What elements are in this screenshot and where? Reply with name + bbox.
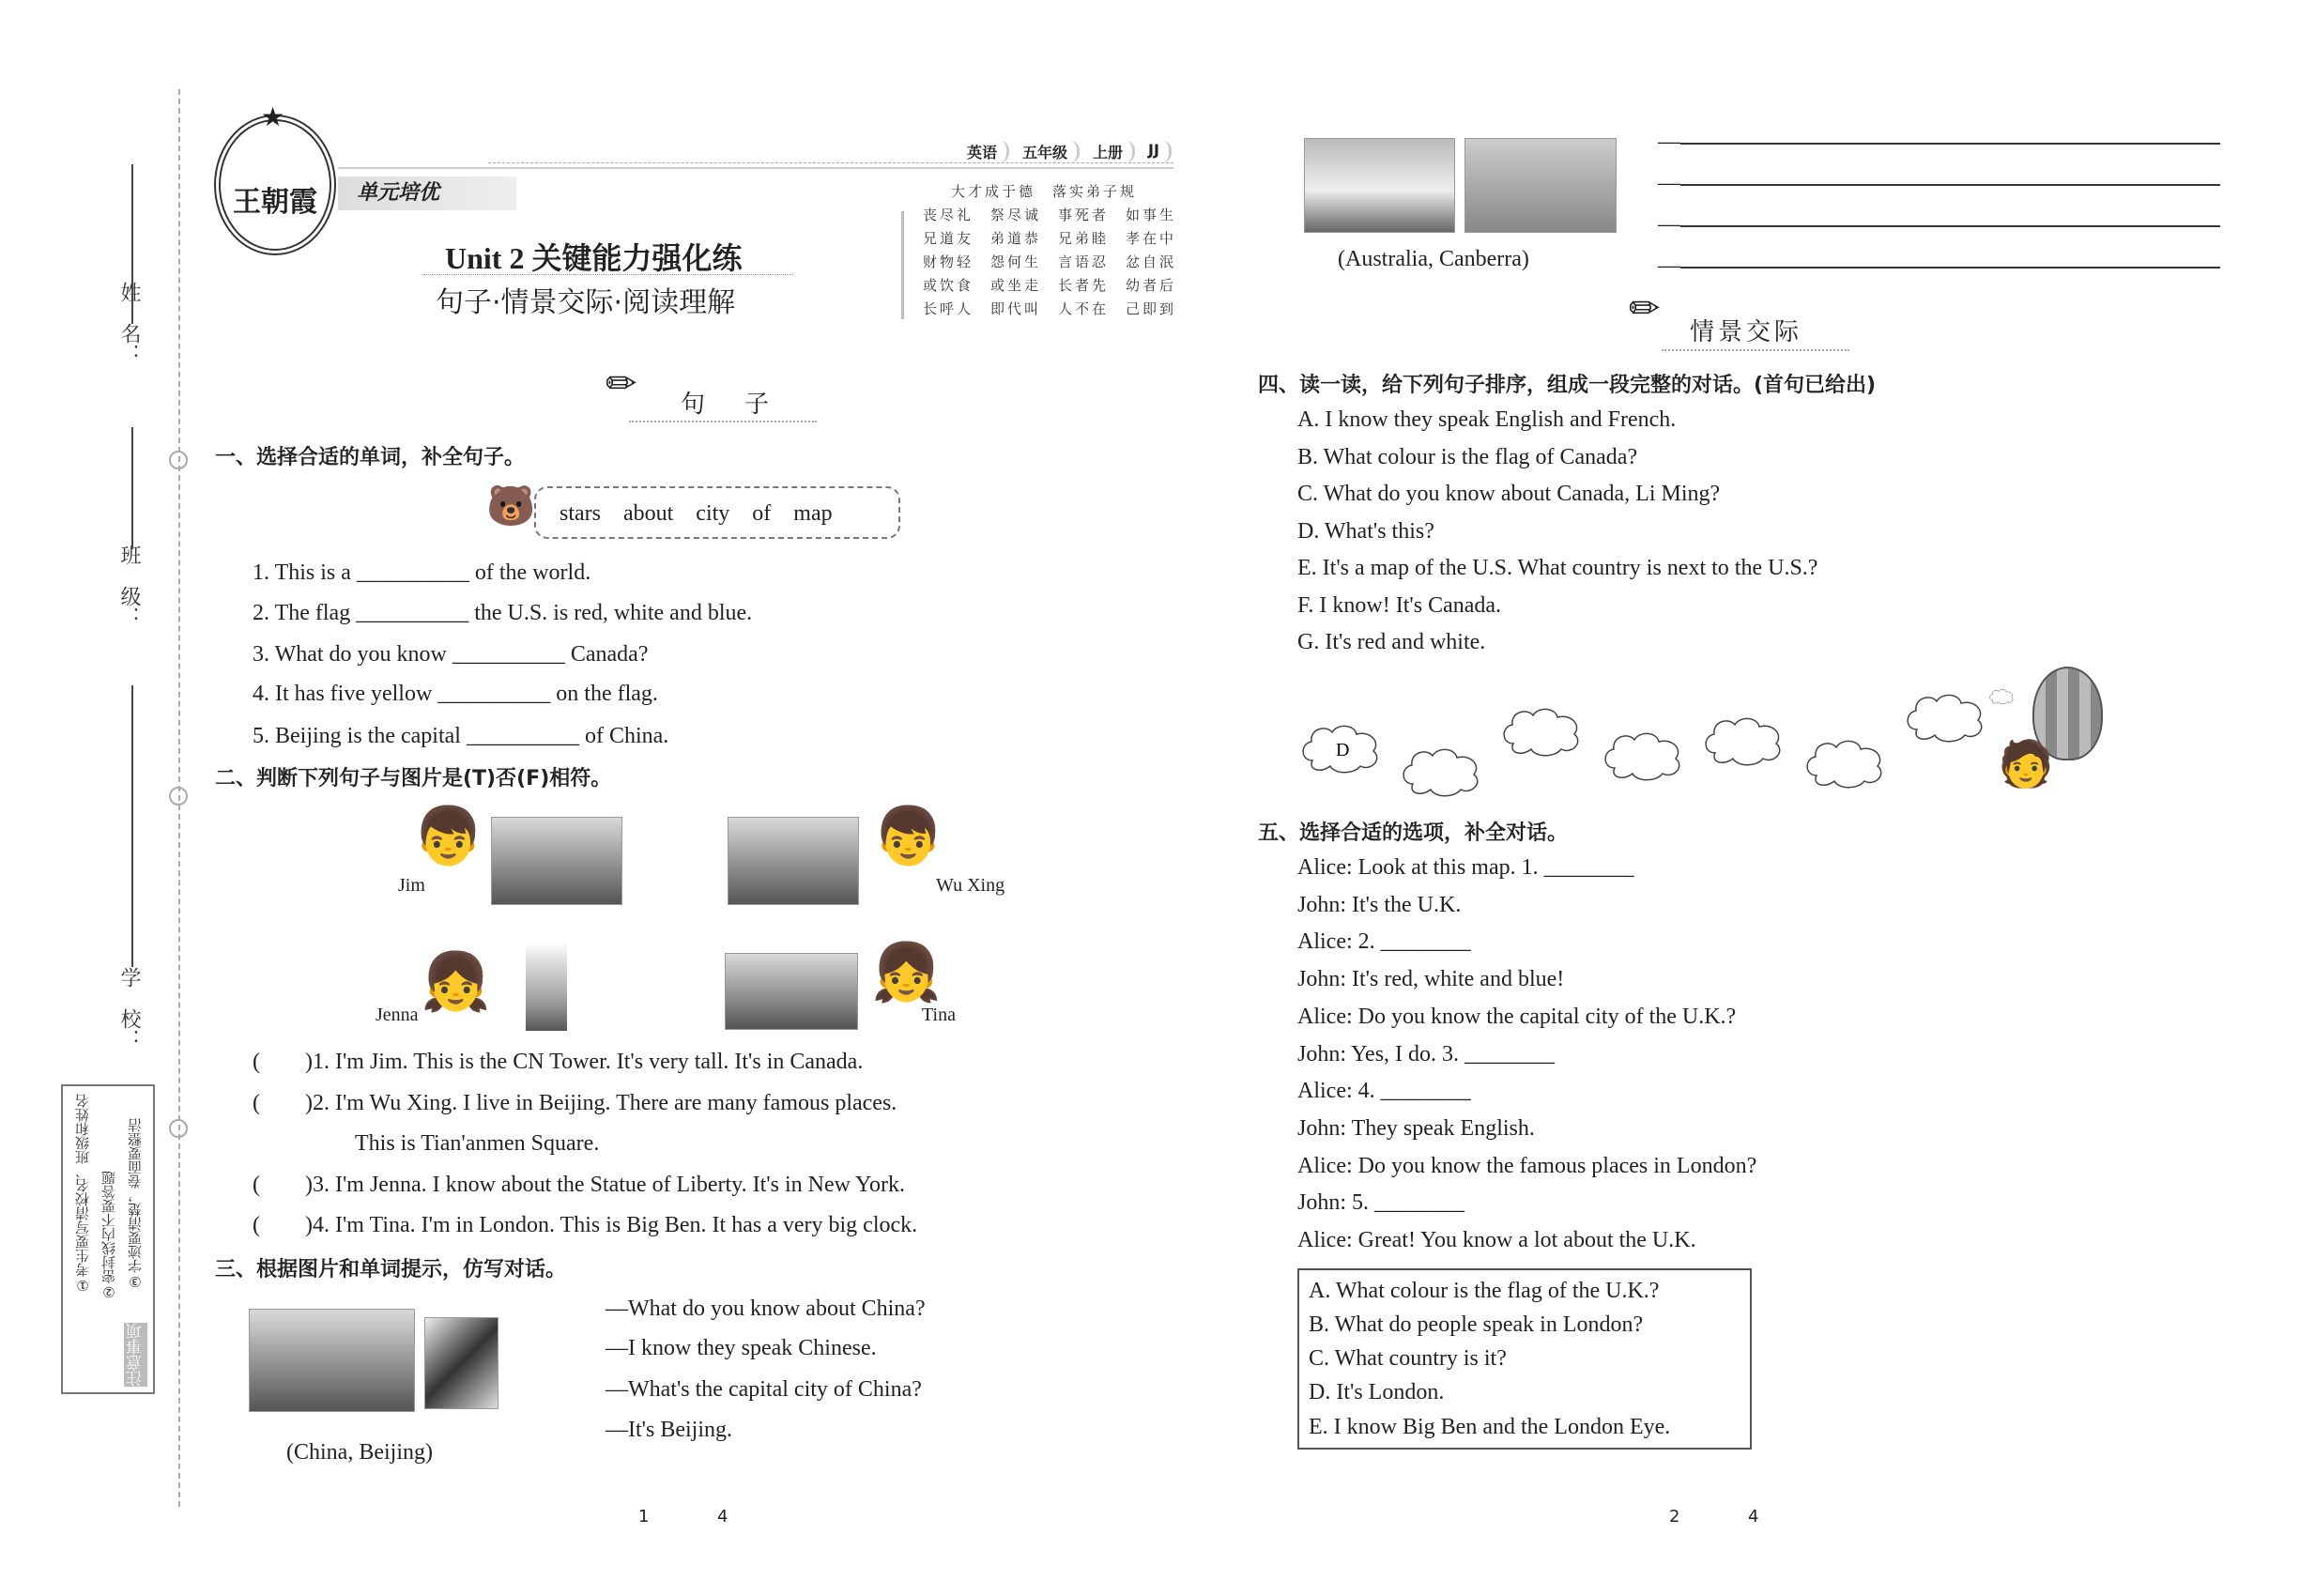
header-dashed-rule xyxy=(488,162,1173,163)
page-number: 1 xyxy=(638,1507,650,1527)
q5-dialog-line: John: They speak English. xyxy=(1297,1115,1535,1141)
unit-banner: 单元培优 xyxy=(338,176,516,210)
q4-item: A. I know they speak English and French. xyxy=(1297,407,1677,432)
answer-dash: — xyxy=(1658,130,1680,154)
poem-line: 兄道友 弟道恭 兄弟睦 孝在中 xyxy=(923,230,1177,247)
school-field[interactable] xyxy=(131,685,133,967)
section-underline xyxy=(1662,349,1849,351)
answer-line[interactable] xyxy=(1680,225,2220,227)
answer-cloud[interactable] xyxy=(1399,746,1483,798)
punch-hole-icon xyxy=(169,787,188,806)
notice-title: 注意事项 xyxy=(124,1323,147,1387)
q1-heading: 一、选择合适的单词，补全句子。 xyxy=(215,446,526,469)
title-dotted-rule xyxy=(422,274,793,275)
statue-of-liberty-photo xyxy=(526,942,567,1031)
pencil-mascot-icon: ✏ xyxy=(606,362,637,405)
q3-dialog-line: —I know they speak Chinese. xyxy=(606,1336,877,1360)
q3-dialog-line: —What's the capital city of China? xyxy=(606,1377,922,1402)
first-answer-label: D xyxy=(1336,740,1350,760)
q5-dialog-line: Alice: Do you know the capital city of the U.K.? xyxy=(1297,1004,1737,1029)
q5-dialog-line: John: 5. ________ xyxy=(1297,1190,1465,1216)
q5-dialog-line: Alice: Look at this map. 1. ________ xyxy=(1297,855,1634,880)
big-ben-photo xyxy=(725,953,858,1030)
q5-option: C. What country is it? xyxy=(1309,1346,1507,1371)
poem-title: 大才成于德 落实弟子规 xyxy=(951,183,1138,200)
class-label: 班 级： xyxy=(117,545,141,627)
bear-icon: 🐻 xyxy=(486,485,536,529)
jenna-label: Jenna xyxy=(376,1005,419,1025)
tina-label: Tina xyxy=(922,1005,956,1025)
notice-box xyxy=(61,1084,155,1394)
girl-tina-icon: 👧 xyxy=(871,942,942,1004)
q5-option: D. It's London. xyxy=(1309,1380,1445,1404)
answer-dash: — xyxy=(1658,253,1680,278)
word-bank: stars about city of map xyxy=(534,486,900,539)
q4-item: B. What colour is the flag of Canada? xyxy=(1297,445,1638,469)
section-underline xyxy=(629,421,817,422)
tag-grade: 五年级 xyxy=(1022,141,1080,162)
school-label: 学 校： xyxy=(117,967,141,1050)
q3-caption: (China, Beijing) xyxy=(286,1440,433,1465)
section-title-sentences: 句 子 xyxy=(681,391,777,419)
poem-block xyxy=(923,180,1176,321)
q4-item: F. I know! It's Canada. xyxy=(1297,593,1502,618)
answer-dash: — xyxy=(1658,212,1680,237)
q5-dialog-line: Alice: 2. ________ xyxy=(1297,929,1471,955)
pencil-mascot-icon: ✏ xyxy=(1629,287,1661,330)
q3-heading: 三、根据图片和单词提示，仿写对话。 xyxy=(215,1258,567,1281)
answer-cloud[interactable] xyxy=(1802,738,1887,790)
q3-dialog-line: —What do you know about China? xyxy=(606,1297,926,1321)
q5-option: A. What colour is the flag of the U.K.? xyxy=(1309,1279,1660,1303)
q4-item: E. It's a map of the U.S. What country is next to the U.S.? xyxy=(1297,556,1818,580)
poem-line: 财物轻 怨何生 言语忍 忿自泯 xyxy=(923,253,1177,270)
q1-item: 5. Beijing is the capital __________ of China. xyxy=(253,724,669,748)
boy-jim-icon: 👦 xyxy=(413,806,483,867)
sydney-opera-house-photo xyxy=(1304,138,1455,233)
q4-item: D. What's this? xyxy=(1297,519,1434,544)
kangaroo-photo xyxy=(1464,138,1617,233)
panda-photo xyxy=(424,1317,498,1409)
notice-item: ①考生要写清校名、班级和姓名 xyxy=(74,1094,91,1294)
q5-option: E. I know Big Ben and the London Eye. xyxy=(1309,1415,1671,1439)
star-icon: ★ xyxy=(261,103,285,132)
section-title-communication: 情景交际 xyxy=(1690,318,1803,346)
australia-caption: (Australia, Canberra) xyxy=(1338,247,1529,271)
balloon-rider-icon: 🧑 xyxy=(1998,740,2054,790)
q2-item-continued: This is Tian'anmen Square. xyxy=(355,1131,600,1156)
subject-tags xyxy=(967,141,1185,162)
answer-cloud[interactable] xyxy=(1903,692,1987,744)
notice-item: ③字迹要清楚，卷面要整洁 xyxy=(127,1118,144,1290)
answer-line[interactable] xyxy=(1680,267,2220,269)
poem-line: 或饮食 或坐走 长者先 幼者后 xyxy=(923,277,1177,294)
q5-option: B. What do people speak in London? xyxy=(1309,1312,1644,1337)
q3-dialog-line: —It's Beijing. xyxy=(606,1418,732,1442)
q1-item: 2. The flag __________ the U.S. is red, white and blue. xyxy=(253,601,753,625)
q5-dialog-line: Alice: Do you know the famous places in London? xyxy=(1297,1153,1757,1178)
answer-line[interactable] xyxy=(1680,143,2220,145)
tag-volume: 上册 xyxy=(1093,141,1135,162)
answer-cloud[interactable] xyxy=(1499,706,1584,758)
name-label: 姓 名： xyxy=(117,282,141,364)
answer-cloud[interactable] xyxy=(1298,723,1383,775)
q5-dialog-line: John: It's red, white and blue! xyxy=(1297,967,1565,992)
answer-cloud[interactable] xyxy=(1601,730,1685,782)
logo-text: 王朝霞 xyxy=(233,186,317,219)
q5-dialog-line: Alice: 4. ________ xyxy=(1297,1079,1471,1104)
punch-hole-icon xyxy=(169,1119,188,1138)
q5-heading: 五、选择合适的选项，补全对话。 xyxy=(1258,821,1569,845)
page-number: 2 xyxy=(1669,1507,1680,1527)
page-title: Unit 2 关键能力强化练 xyxy=(445,241,743,275)
jim-label: Jim xyxy=(398,875,425,896)
q2-heading: 二、判断下列句子与图片是(T)否(F)相符。 xyxy=(215,767,612,790)
answer-dash: — xyxy=(1658,171,1680,195)
q5-dialog-line: Alice: Great! You know a lot about the U.K. xyxy=(1297,1228,1696,1252)
poem-line: 长呼人 即代叫 人不在 己即到 xyxy=(923,300,1177,317)
q2-item: ( )1. I'm Jim. This is the CN Tower. It's very tall. It's in Canada. xyxy=(253,1050,864,1074)
q5-dialog-line: John: It's the U.K. xyxy=(1297,892,1462,917)
girl-jenna-icon: 👧 xyxy=(421,951,491,1013)
class-field[interactable] xyxy=(131,427,133,549)
brand-logo xyxy=(214,115,336,255)
poem-bar xyxy=(901,211,904,319)
q2-item: ( )3. I'm Jenna. I know about the Statue of Liberty. It's in New York. xyxy=(253,1173,905,1197)
answer-cloud[interactable] xyxy=(1701,715,1786,767)
q4-item: G. It's red and white. xyxy=(1297,630,1486,654)
q1-item: 4. It has five yellow __________ on the flag. xyxy=(253,682,658,706)
punch-hole-icon xyxy=(169,451,188,469)
wuxing-label: Wu Xing xyxy=(936,875,1005,896)
name-field[interactable] xyxy=(131,164,133,324)
q1-item: 3. What do you know __________ Canada? xyxy=(253,642,649,667)
q2-item: ( )2. I'm Wu Xing. I live in Beijing. There are many famous places. xyxy=(253,1091,897,1115)
answer-line[interactable] xyxy=(1680,184,2220,186)
q4-heading: 四、读一读，给下列句子排序，组成一段完整的对话。(首句已给出) xyxy=(1258,374,1877,397)
tag-subject: 英语 xyxy=(967,141,1009,162)
page-subtitle: 句子·情景交际·阅读理解 xyxy=(436,286,736,319)
tiananmen-photo xyxy=(728,817,859,905)
page-number: 4 xyxy=(717,1507,728,1527)
notice-item: ②密封线内不要答题 xyxy=(100,1171,117,1300)
q1-item: 1. This is a __________ of the world. xyxy=(253,560,591,585)
niagara-photo xyxy=(491,817,622,905)
boy-wuxing-icon: 👦 xyxy=(873,806,943,867)
answer-cloud xyxy=(1988,688,2015,705)
great-wall-photo xyxy=(249,1309,415,1412)
poem-line: 丧尽礼 祭尽诚 事死者 如事生 xyxy=(923,207,1177,223)
q2-item: ( )4. I'm Tina. I'm in London. This is Big Ben. It has a very big clock. xyxy=(253,1213,918,1237)
page-number: 4 xyxy=(1748,1507,1759,1527)
q4-item: C. What do you know about Canada, Li Ming? xyxy=(1297,482,1721,506)
header-rule xyxy=(338,167,1173,169)
q5-dialog-line: John: Yes, I do. 3. ________ xyxy=(1297,1041,1556,1067)
tag-edition: JJ xyxy=(1148,141,1172,162)
